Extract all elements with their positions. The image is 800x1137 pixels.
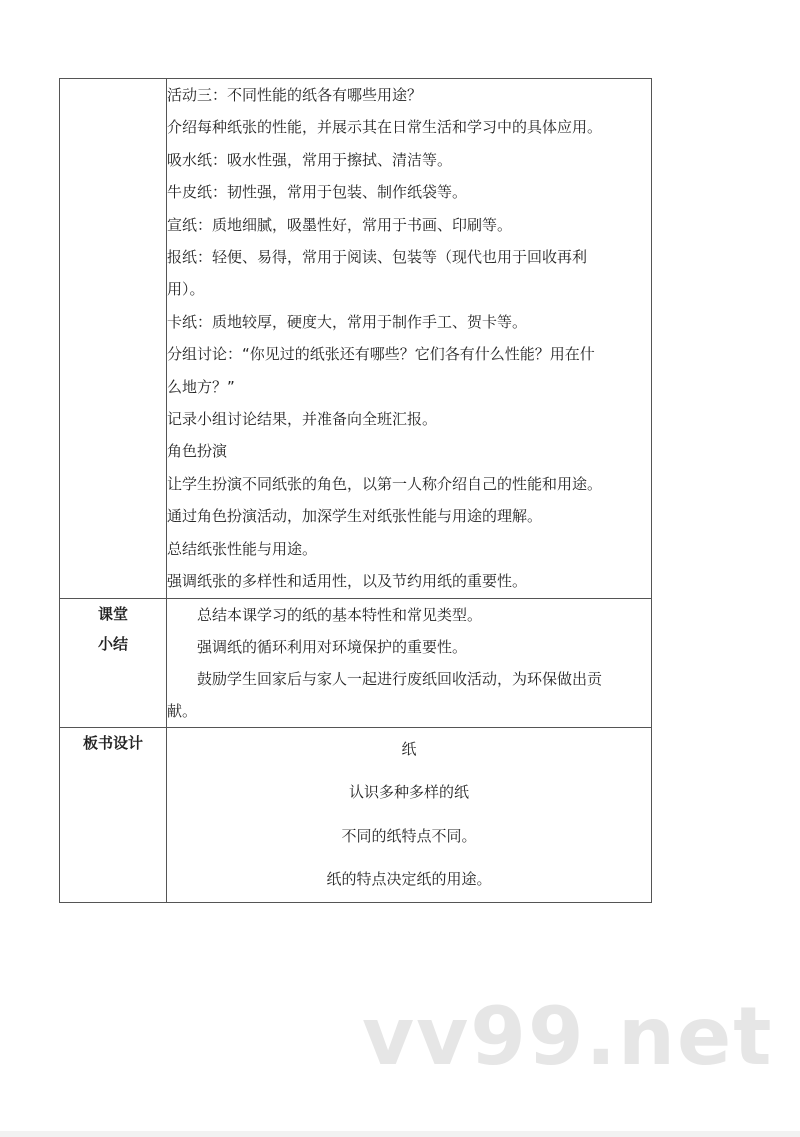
board-content-cell xyxy=(167,727,652,902)
activity-line: 让学生扮演不同纸张的角色，以第一人称介绍自己的性能和用途。 xyxy=(167,474,603,493)
activity-line: 记录小组讨论结果，并准备向全班汇报。 xyxy=(167,410,438,429)
summary-row xyxy=(60,598,652,727)
page-bottom-edge xyxy=(0,1131,800,1137)
activity-line: 么地方？” xyxy=(167,377,235,396)
activity-line: 角色扮演 xyxy=(167,442,228,461)
activity-line: 报纸：轻便、易得，常用于阅读、包装等（现代也用于回收再利 xyxy=(167,248,588,267)
lesson-plan-table xyxy=(59,78,652,903)
activity-line: 分组讨论：“你见过的纸张还有哪些？它们各有什么性能？用在什 xyxy=(167,345,595,364)
board-title: 纸 xyxy=(401,739,417,758)
activity-label-cell xyxy=(60,79,167,599)
board-row xyxy=(60,727,652,902)
activity-line: 通过角色扮演活动，加深学生对纸张性能与用途的理解。 xyxy=(167,507,543,526)
summary-content-cell xyxy=(167,598,652,727)
board-line: 认识多种多样的纸 xyxy=(348,783,469,801)
summary-line: 献。 xyxy=(167,701,198,720)
watermark-text: vv99.net xyxy=(362,990,774,1083)
summary-line: 总结本课学习的纸的基本特性和常见类型。 xyxy=(197,605,483,624)
activity-heading: 活动三：不同性能的纸各有哪些用途？ xyxy=(167,86,423,104)
summary-line: 强调纸的循环利用对环境保护的重要性。 xyxy=(197,637,468,656)
activity-line: 卡纸：质地较厚，硬度大，常用于制作手工、贺卡等。 xyxy=(167,312,528,331)
summary-label-line1: 课堂 xyxy=(97,604,128,623)
activity-row xyxy=(60,79,652,599)
activity-line: 总结纸张性能与用途。 xyxy=(167,539,318,558)
activity-line: 牛皮纸：韧性强，常用于包装、制作纸袋等。 xyxy=(167,183,468,202)
activity-line: 强调纸张的多样性和适用性，以及节约用纸的重要性。 xyxy=(167,572,528,591)
board-line: 纸的特点决定纸的用途。 xyxy=(326,870,492,888)
summary-label-cell xyxy=(60,598,167,727)
activity-line: 介绍每种纸张的性能，并展示其在日常生活和学习中的具体应用。 xyxy=(167,118,603,137)
activity-line: 吸水纸：吸水性强，常用于擦拭、清洁等。 xyxy=(167,150,453,169)
board-label-cell: 板书设计 xyxy=(60,727,167,902)
summary-label-line2: 小结 xyxy=(97,634,128,653)
activity-line: 用）。 xyxy=(167,280,205,299)
activity-content-cell xyxy=(167,79,652,599)
activity-line: 宣纸：质地细腻，吸墨性好，常用于书画、印刷等。 xyxy=(167,215,513,234)
board-line: 不同的纸特点不同。 xyxy=(341,826,477,845)
summary-line: 鼓励学生回家后与家人一起进行废纸回收活动，为环保做出贡 xyxy=(197,669,603,688)
